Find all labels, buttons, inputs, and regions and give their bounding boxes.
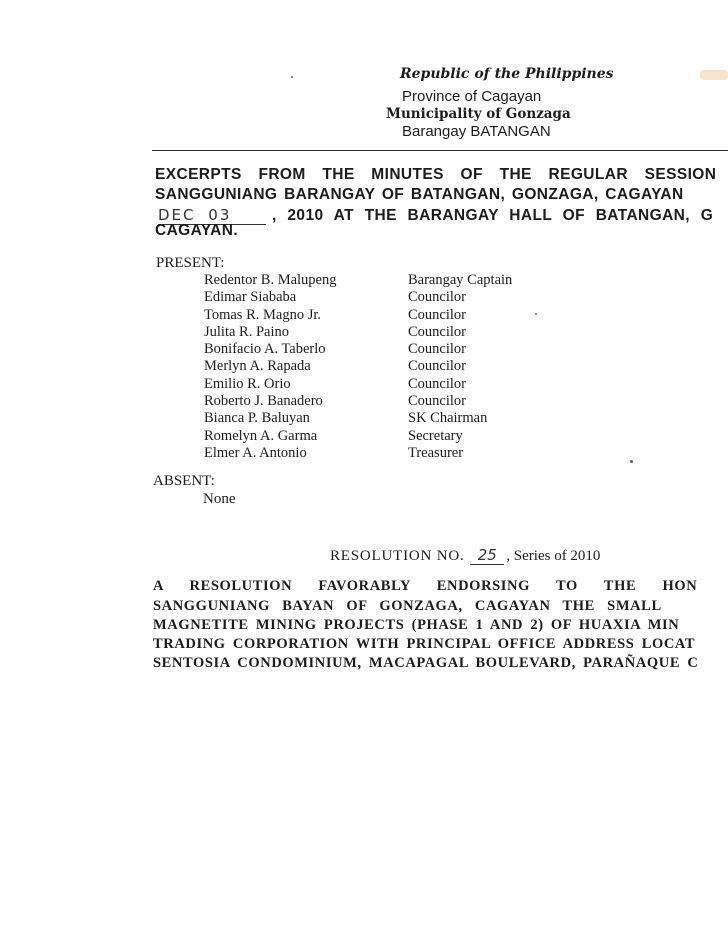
scan-speck [291,76,293,78]
member-name: Bianca P. Baluyan [204,410,310,427]
handwritten-resolution-number: 25 [470,546,504,565]
member-name: Roberto J. Banadero [204,393,323,410]
resolution-title-line: SENTOSIA CONDOMINIUM, MACAPAGAL BOULEVARD, PARAÑAQUE C [153,655,699,671]
resolution-title-line: MAGNETITE MINING PROJECTS (PHASE 1 AND 2) OF HUAXIA MIN [153,617,680,633]
member-name: Romelyn A. Garma [204,427,318,444]
handwritten-date: DEC 03 [158,206,266,225]
absent-value: None [203,491,236,507]
roster-row [204,358,564,375]
excerpt-line-2: SANGGUNIANG BARANGAY OF BATANGAN, GONZAGA, CAGAYAN [155,186,684,203]
roster-row [204,272,564,289]
member-name: Edimar Siababa [204,289,297,306]
member-position: Councilor [408,375,466,392]
header-municipality: Municipality of Gonzaga [386,106,571,122]
member-name: Elmer A. Antonio [204,444,307,461]
excerpt-line-3-text: , 2010 AT THE BARANGAY HALL OF BATANGAN, G [272,207,714,224]
roster-row [204,410,564,427]
roster-row [204,428,564,445]
scan-speck [535,313,537,315]
member-position: SK Chairman [408,410,488,427]
member-position: Councilor [408,393,466,410]
excerpt-line-3 [158,206,713,225]
excerpt-line-1: EXCERPTS FROM THE MINUTES OF THE REGULAR SESSION [155,166,717,183]
header-province: Province of Cagayan [402,88,542,105]
scan-speck [630,460,633,463]
member-position: Councilor [408,358,466,375]
resolution-title-line: A RESOLUTION FAVORABLY ENDORSING TO THE HON [153,578,698,594]
member-name: Merlyn A. Rapada [204,358,311,375]
member-name: Julita R. Paino [204,323,289,340]
roster-row [204,393,564,410]
excerpt-line-4: CAGAYAN. [155,222,239,239]
roster-row [204,307,564,324]
member-position: Barangay Captain [408,272,513,288]
resolution-number-line [330,546,600,565]
resolution-title-line: SANGGUNIANG BAYAN OF GONZAGA, CAGAYAN THE SMALL [153,598,662,614]
roster-row [204,445,564,462]
roster-row [204,341,564,358]
member-position: Councilor [408,306,466,323]
member-position: Councilor [408,323,466,340]
header-barangay: Barangay BATANGAN [402,123,551,140]
member-position: Secretary [408,427,463,444]
member-position: Treasurer [408,444,464,461]
roster-row [204,324,564,341]
present-label: PRESENT: [156,255,225,271]
resolution-label: RESOLUTION NO. [330,548,465,564]
header-divider [152,150,728,151]
member-name: Redentor B. Malupeng [204,272,337,288]
member-name: Tomas R. Magno Jr. [204,306,321,323]
member-name: Bonifacio A. Taberlo [204,341,326,358]
header-republic: Republic of the Philippines [400,66,614,82]
absent-label: ABSENT: [153,473,215,489]
member-name: Emilio R. Orio [204,375,291,392]
roster-row [204,376,564,393]
resolution-title-line: TRADING CORPORATION WITH PRINCIPAL OFFICE ADDRESS LOCAT [153,636,696,652]
resolution-series: , Series of 2010 [506,548,601,564]
roster-row [204,289,564,306]
member-position: Councilor [408,289,466,306]
attendance-roster [204,272,564,462]
member-position: Councilor [408,341,466,358]
